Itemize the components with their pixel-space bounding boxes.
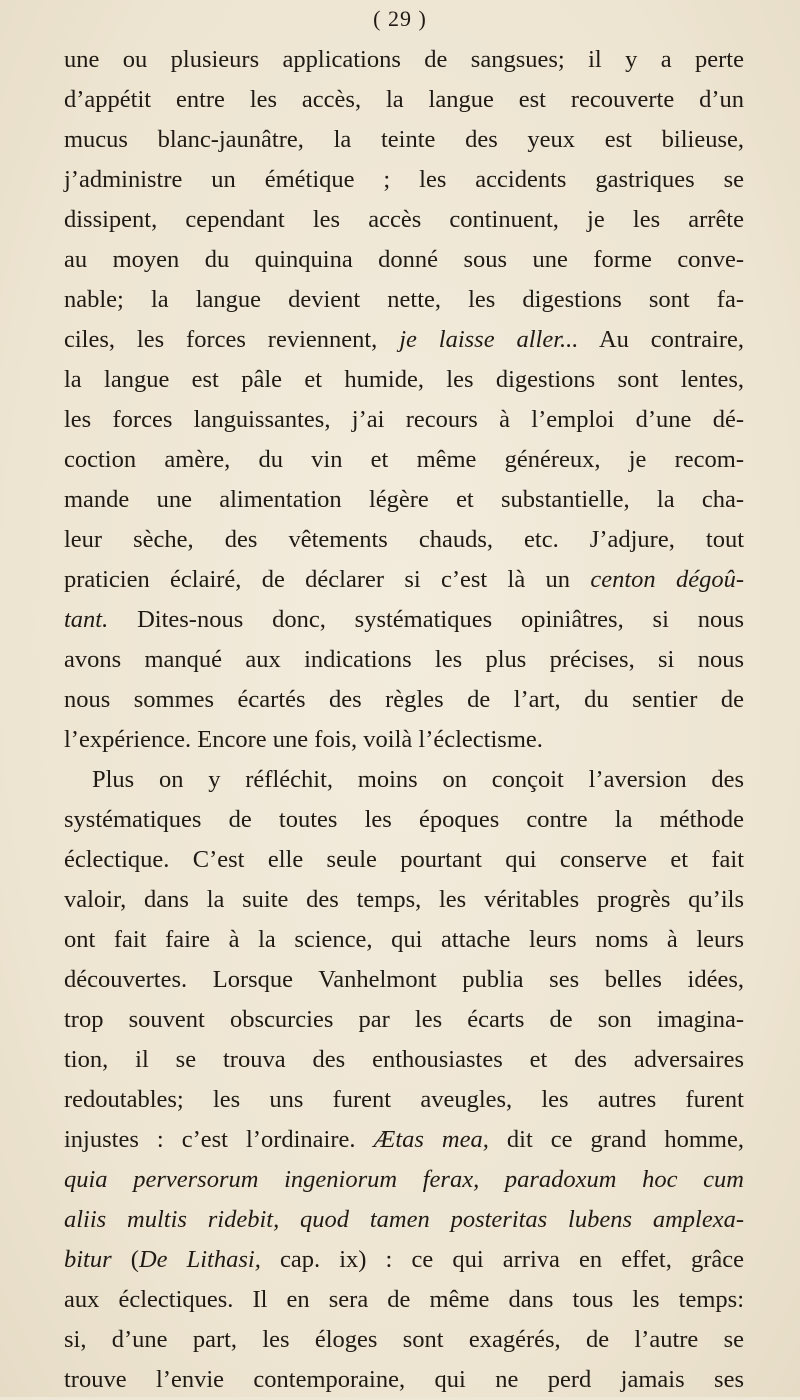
text-line <box>64 680 744 720</box>
italic-segment: je laisse aller... <box>399 326 579 353</box>
text-line <box>64 80 744 120</box>
text-segment: avons manqué aux indications les plus précises, si nous <box>64 646 744 673</box>
text-segment: redoutables; les uns furent aveugles, les autres furent <box>64 1086 744 1113</box>
text-line <box>64 480 744 520</box>
text-line <box>64 1240 744 1280</box>
italic-segment: De Lithasi, <box>138 1246 261 1273</box>
text-line <box>64 1000 744 1040</box>
text-segment: les forces languissantes, j’ai recours à l’emploi d’une dé- <box>64 406 744 433</box>
text-line <box>64 1080 744 1120</box>
text-segment: Plus on y réfléchit, moins on conçoit l’aversion des <box>92 766 744 793</box>
text-segment: d’appétit entre les accès, la langue est recouverte d’un <box>64 86 744 113</box>
text-line <box>64 960 744 1000</box>
text-line <box>64 1200 744 1240</box>
text-line <box>64 440 744 480</box>
text-segment: ciles, les forces reviennent, <box>64 326 400 353</box>
text-line <box>64 240 744 280</box>
text-line <box>64 880 744 920</box>
text-segment: coction amère, du vin et même généreux, je recom- <box>64 446 744 473</box>
text-segment: éclectique. C’est elle seule pourtant qui conserve et fait <box>64 846 744 873</box>
text-line <box>64 840 744 880</box>
text-segment: trouve l’envie contemporaine, qui ne perd jamais ses <box>64 1366 744 1393</box>
text-segment: injustes : c’est l’ordinaire. <box>64 1126 374 1153</box>
text-segment: leur sèche, des vêtements chauds, etc. J’adjure, tout <box>64 526 744 553</box>
text-line <box>64 40 744 80</box>
text-segment: nous sommes écartés des règles de l’art, du sentier de <box>64 686 744 713</box>
text-line <box>64 1160 744 1200</box>
text-segment: l’expérience. Encore une fois, voilà l’éclectisme. <box>64 726 543 753</box>
text-line <box>64 1320 744 1360</box>
text-segment: valoir, dans la suite des temps, les véritables progrès qu’ils <box>64 886 744 913</box>
text-line <box>64 520 744 560</box>
text-segment: nable; la langue devient nette, les digestions sont fa- <box>64 286 744 313</box>
text-segment: Au contraire, <box>578 326 744 353</box>
text-segment: j’administre un émétique ; les accidents gastriques se <box>64 166 744 193</box>
text-segment: découvertes. Lorsque Vanhelmont publia ses belles idées, <box>64 966 744 993</box>
text-segment: tion, il se trouva des enthousiastes et des adversaires <box>64 1046 744 1073</box>
text-segment: mucus blanc-jaunâtre, la teinte des yeux est bilieuse, <box>64 126 744 153</box>
text-line <box>64 720 744 760</box>
text-segment: ont fait faire à la science, qui attache leurs noms à leurs <box>64 926 744 953</box>
italic-segment: centon dégoû- <box>590 566 744 593</box>
text-line <box>64 120 744 160</box>
italic-segment: quia perversorum ingeniorum ferax, paradoxum hoc cum <box>64 1166 744 1193</box>
text-line <box>64 400 744 440</box>
text-segment: praticien éclairé, de déclarer si c’est là un <box>64 566 591 593</box>
page-number: ( 29 ) <box>373 6 427 31</box>
text-segment: Dites-nous donc, systématiques opiniâtres, si nous <box>108 606 744 633</box>
text-line <box>64 760 744 800</box>
text-segment: si, d’une part, les éloges sont exagérés, de l’autre se <box>64 1326 744 1353</box>
italic-segment: bitur <box>64 1246 112 1273</box>
italic-segment: aliis multis ridebit, quod tamen posteritas lubens amplexa- <box>64 1206 744 1233</box>
italic-segment: tant. <box>64 606 109 633</box>
text-segment: dissipent, cependant les accès continuent, je les arrête <box>64 206 744 233</box>
text-segment: au moyen du quinquina donné sous une forme conve- <box>64 246 744 273</box>
body-text <box>64 40 744 1400</box>
text-line <box>64 1360 744 1400</box>
text-line <box>64 1120 744 1160</box>
text-line <box>64 600 744 640</box>
text-line <box>64 160 744 200</box>
text-segment: ( <box>111 1246 139 1273</box>
text-segment: aux éclectiques. Il en sera de même dans tous les temps: <box>64 1286 744 1313</box>
text-segment: dit ce grand homme, <box>488 1126 744 1153</box>
text-line <box>64 320 744 360</box>
text-line <box>64 640 744 680</box>
text-line <box>64 360 744 400</box>
italic-segment: Ætas mea, <box>373 1126 489 1153</box>
text-segment: trop souvent obscurcies par les écarts de son imagina- <box>64 1006 744 1033</box>
text-segment: systématiques de toutes les époques contre la méthode <box>64 806 744 833</box>
text-segment: une ou plusieurs applications de sangsues; il y a perte <box>64 46 744 73</box>
text-segment: la langue est pâle et humide, les digestions sont lentes, <box>64 366 744 393</box>
text-line <box>64 1040 744 1080</box>
text-segment: mande une alimentation légère et substantielle, la cha- <box>64 486 744 513</box>
text-line <box>64 560 744 600</box>
text-segment: cap. ix) : ce qui arriva en effet, grâce <box>260 1246 744 1273</box>
text-line <box>64 280 744 320</box>
text-line <box>64 920 744 960</box>
text-line <box>64 1280 744 1320</box>
text-line <box>64 200 744 240</box>
text-line <box>64 800 744 840</box>
